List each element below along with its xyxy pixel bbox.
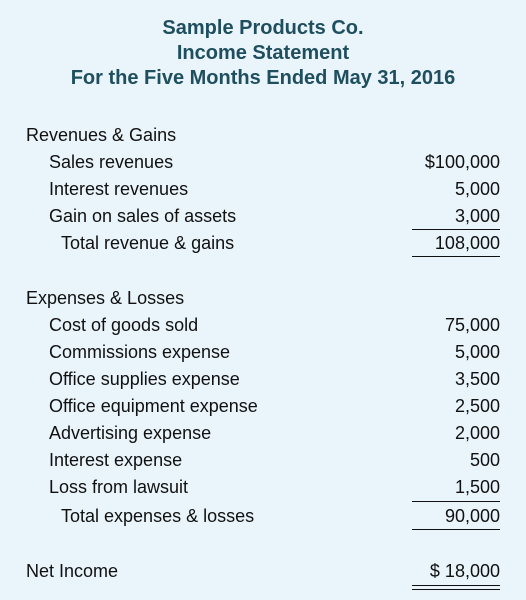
expense-row xyxy=(0,474,526,500)
revenue-total-amount: 108,000 xyxy=(434,233,500,253)
expense-amount: 1,500 xyxy=(454,477,500,497)
revenues-heading: Revenues & Gains xyxy=(26,125,177,145)
expense-label: Office supplies expense xyxy=(49,369,240,389)
total-rule xyxy=(412,256,500,257)
expense-amount: 2,500 xyxy=(454,396,500,416)
revenue-label: Sales revenues xyxy=(49,152,174,172)
expense-row xyxy=(0,447,526,473)
expense-label: Advertising expense xyxy=(49,423,212,443)
expense-label: Interest expense xyxy=(49,450,183,470)
expense-label: Office equipment expense xyxy=(49,396,258,416)
expense-row xyxy=(0,366,526,392)
revenue-total-row xyxy=(0,230,526,256)
revenue-amount: $100,000 xyxy=(424,152,500,172)
company-name: Sample Products Co. xyxy=(162,17,364,39)
expense-label: Commissions expense xyxy=(49,342,231,362)
net-income-label: Net Income xyxy=(26,561,119,581)
revenue-label: Gain on sales of assets xyxy=(49,206,237,226)
expense-row xyxy=(0,420,526,446)
expense-total-amount: 90,000 xyxy=(444,506,500,526)
expenses-heading: Expenses & Losses xyxy=(26,288,185,308)
expense-row xyxy=(0,312,526,338)
revenue-amount: 3,000 xyxy=(454,206,500,226)
expense-label: Cost of goods sold xyxy=(49,315,199,335)
net-income-row xyxy=(0,558,526,584)
expense-amount: 500 xyxy=(469,450,500,470)
expenses-heading-row xyxy=(0,285,526,311)
expense-amount: 2,000 xyxy=(454,423,500,443)
expense-amount: 3,500 xyxy=(454,369,500,389)
statement-title: Income Statement xyxy=(176,42,350,64)
double-underline xyxy=(412,585,500,590)
expense-amount: 75,000 xyxy=(444,315,500,335)
total-rule xyxy=(412,529,500,530)
expense-row xyxy=(0,393,526,419)
revenue-amount: 5,000 xyxy=(454,179,500,199)
subtotal-rule xyxy=(412,501,500,502)
statement-header xyxy=(0,16,526,91)
revenues-heading-row xyxy=(0,122,526,148)
net-income-amount: $ 18,000 xyxy=(429,561,500,581)
revenue-row xyxy=(0,176,526,202)
expense-total-row xyxy=(0,503,526,529)
revenue-row xyxy=(0,149,526,175)
revenue-row xyxy=(0,203,526,229)
revenue-total-label: Total revenue & gains xyxy=(61,233,235,253)
expense-total-label: Total expenses & losses xyxy=(61,506,255,526)
expense-label: Loss from lawsuit xyxy=(49,477,189,497)
expense-amount: 5,000 xyxy=(454,342,500,362)
revenue-label: Interest revenues xyxy=(49,179,189,199)
expense-row xyxy=(0,339,526,365)
statement-period: For the Five Months Ended May 31, 2016 xyxy=(70,67,456,89)
